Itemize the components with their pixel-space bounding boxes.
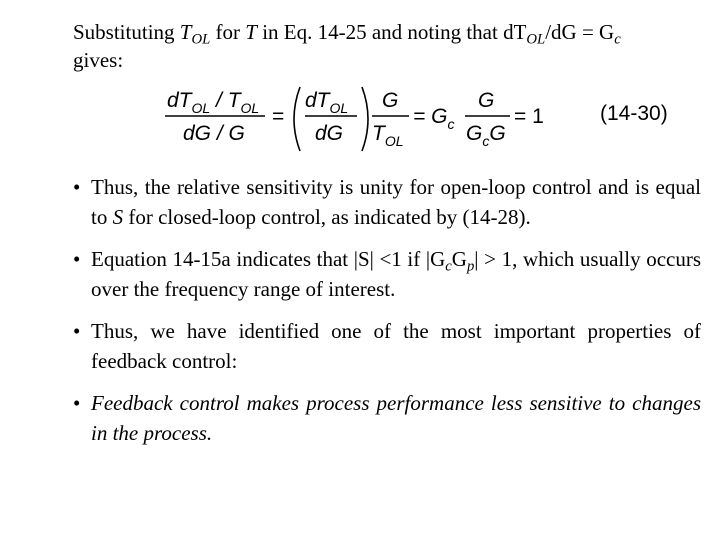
intro-text-part: for bbox=[210, 20, 246, 44]
eq-equals-Gc: = $G_c$ bbox=[413, 105, 455, 132]
bullet-dot: • bbox=[73, 175, 81, 199]
bullet-text: Feedback control makes process performance less sensitive to changes in the process. bbox=[91, 391, 701, 445]
eq-frac3-numerator: G bbox=[478, 89, 495, 112]
subscript-OL: OL bbox=[191, 31, 211, 48]
subscript-OL: OL bbox=[526, 31, 546, 48]
eq-lhs-denominator: dG / G bbox=[183, 122, 245, 145]
equation-14-30 bbox=[165, 85, 705, 155]
intro-text-part: gives: bbox=[73, 48, 124, 72]
subscript-c: c bbox=[445, 258, 452, 275]
eq-paren-numerator: $dT_{OL}$ bbox=[305, 89, 349, 116]
bullet-dot: • bbox=[73, 391, 81, 415]
intro-text-part: in Eq. 14-25 and noting that bbox=[256, 20, 504, 44]
variable-S: S bbox=[112, 205, 124, 229]
eq-frac2-numerator: G bbox=[382, 89, 399, 112]
intro-text-part: /dG = G bbox=[545, 20, 615, 44]
bullet-text: | > 1, which usually occurs over the frequency range of interest. bbox=[91, 247, 701, 301]
bullet-dot: • bbox=[73, 319, 81, 343]
eq-equals-one: = 1 bbox=[514, 105, 544, 128]
right-paren bbox=[362, 87, 368, 151]
bullet-text: G bbox=[451, 247, 467, 271]
bullet-item bbox=[73, 316, 701, 376]
bullet-item bbox=[73, 172, 701, 232]
eq-lhs-numerator: $dT_{OL} / T_{OL}$ bbox=[167, 89, 260, 116]
intro-text bbox=[73, 18, 701, 74]
equals-sign: = bbox=[272, 105, 285, 128]
bullet-text: Thus, we have identified one of the most important properties of feedback control: bbox=[91, 319, 701, 373]
eq-paren-denominator: dG bbox=[315, 122, 344, 145]
subscript-p: p bbox=[466, 258, 475, 275]
intro-text-part: dT bbox=[503, 20, 527, 44]
eq-frac2-denominator: $T_{OL}$ bbox=[372, 122, 404, 149]
variable-T: T bbox=[179, 20, 192, 44]
equation-graphic bbox=[165, 85, 595, 155]
eq-frac3-denominator: $G_cG$ bbox=[466, 122, 506, 149]
variable-T: T bbox=[245, 20, 257, 44]
subscript-c: c bbox=[614, 31, 621, 48]
bullet-text: for closed-loop control, as indicated by (14-28). bbox=[123, 205, 531, 229]
bullet-item bbox=[73, 244, 701, 304]
bullet-text: Thus, the relative sensitivity is unity for open-loop control and is equal to bbox=[91, 175, 701, 229]
intro-text-part: Substituting bbox=[73, 20, 180, 44]
bullet-item bbox=[73, 388, 701, 448]
equation-number: (14-30) bbox=[600, 102, 668, 125]
bullet-dot: • bbox=[73, 247, 81, 271]
left-paren bbox=[294, 87, 300, 151]
bullet-text: Equation 14-15a indicates that |S| <1 if |G bbox=[91, 247, 446, 271]
